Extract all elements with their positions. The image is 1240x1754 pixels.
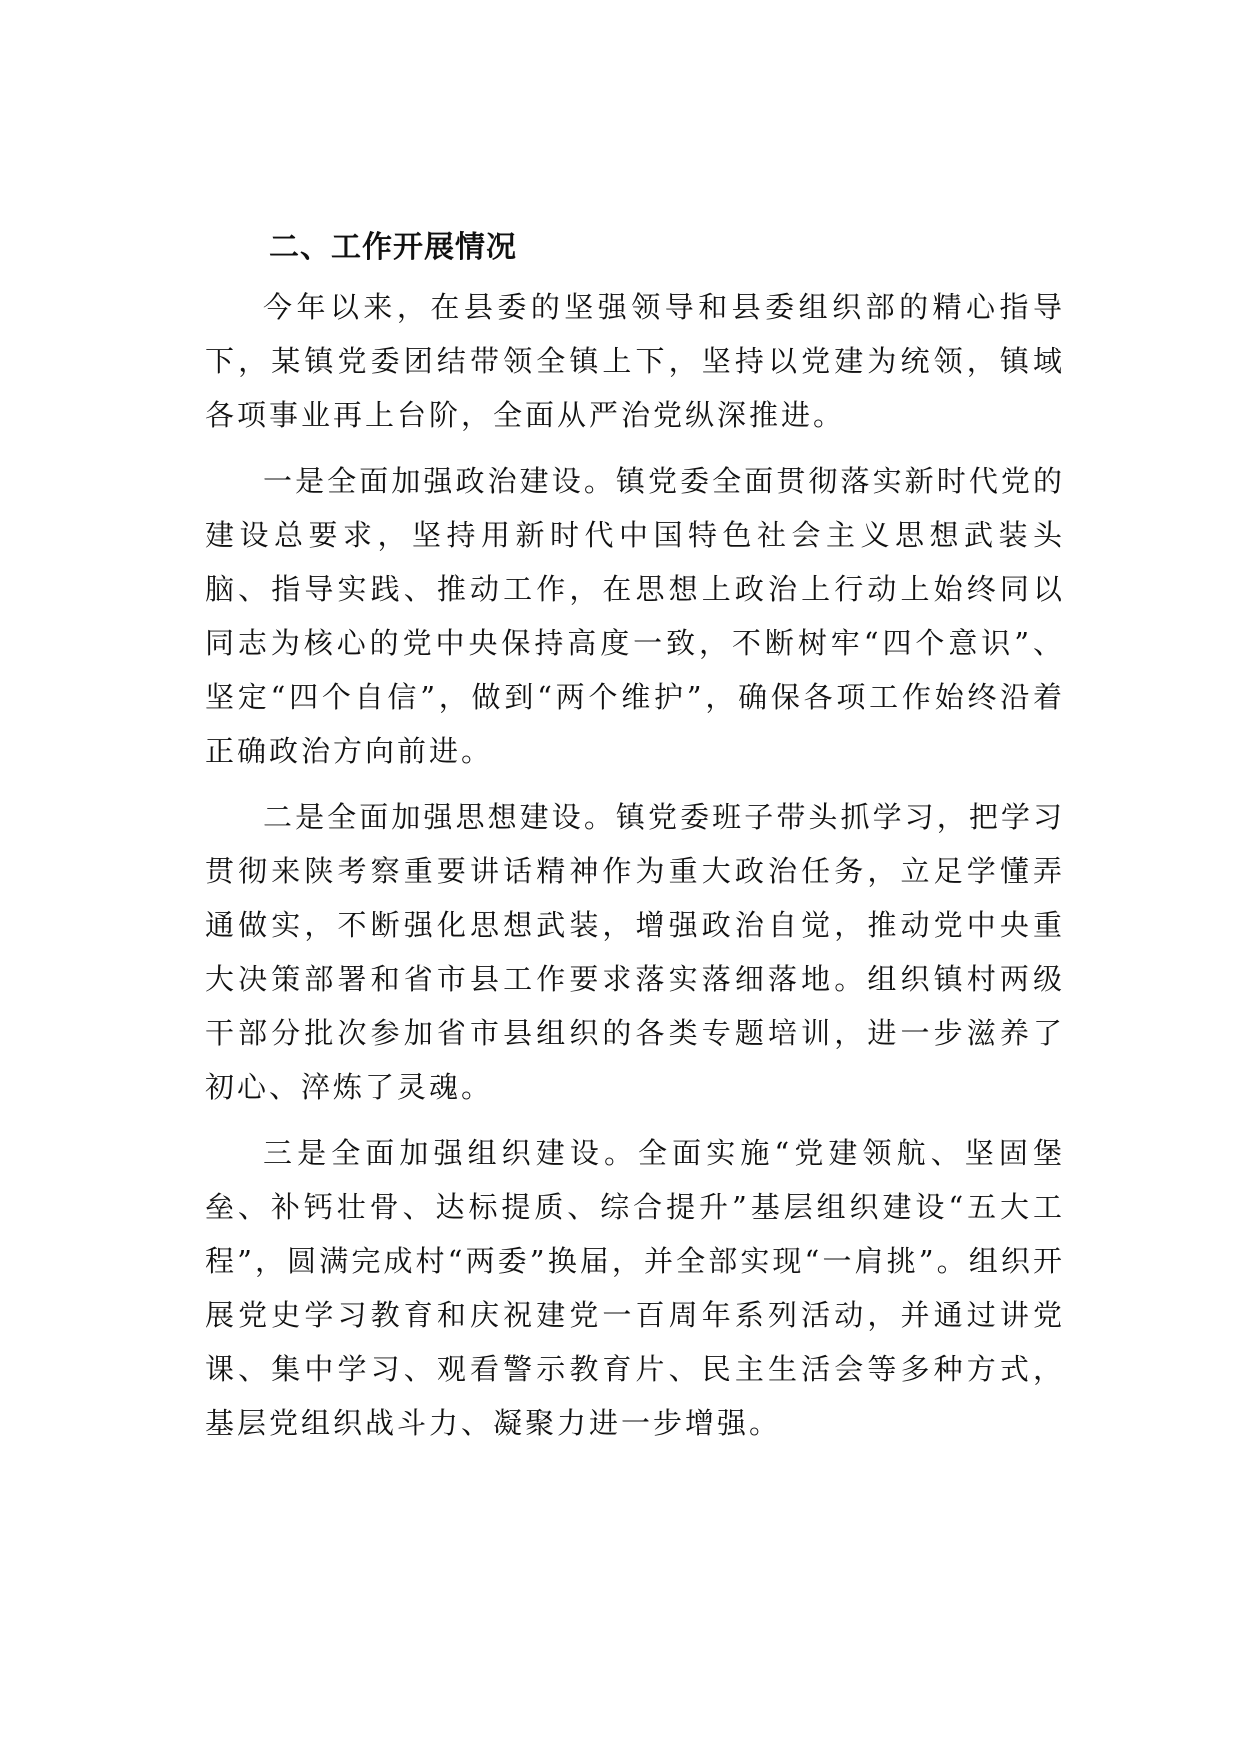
section-heading: 二、工作开展情况 [269, 230, 517, 265]
paragraph-ideological-building: 二是全面加强思想建设。镇党委班子带头抓学习，把学习贯彻来陕考察重要讲话精神作为重大政治任务，立足学懂弄通做实，不断强化思想武装，增强政治自觉，推动党中央重大决策部署和省市县工作要求落实落细落地。组织镇村两级干部分批次参加省市县组织的各类专题培训，进一步滋养了初心、淬炼了灵魂。 [205, 800, 1065, 1104]
paragraph-political-building: 一是全面加强政治建设。镇党委全面贯彻落实新时代党的建设总要求，坚持用新时代中国特色社会主义思想武装头脑、指导实践、推动工作，在思想上政治上行动上始终同以同志为核心的党中央保持高度一致，不断树牢“四个意识”、坚定“四个自信”，做到“两个维护”，确保各项工作始终沿着正确政治方向前进。 [205, 464, 1065, 768]
paragraph-organizational-building: 三是全面加强组织建设。全面实施“党建领航、坚固堡垒、补钙壮骨、达标提质、综合提升”基层组织建设“五大工程”，圆满完成村“两委”换届，并全部实现“一肩挑”。组织开展党史学习教育和庆祝建党一百周年系列活动，并通过讲党课、集中学习、观看警示教育片、民主生活会等多种方式，基层党组织战斗力、凝聚力进一步增强。 [205, 1136, 1065, 1440]
paragraph-intro: 今年以来，在县委的坚强领导和县委组织部的精心指导下，某镇党委团结带领全镇上下，坚持以党建为统领，镇域各项事业再上台阶，全面从严治党纵深推进。 [205, 290, 1065, 432]
document-body [205, 222, 1065, 1462]
